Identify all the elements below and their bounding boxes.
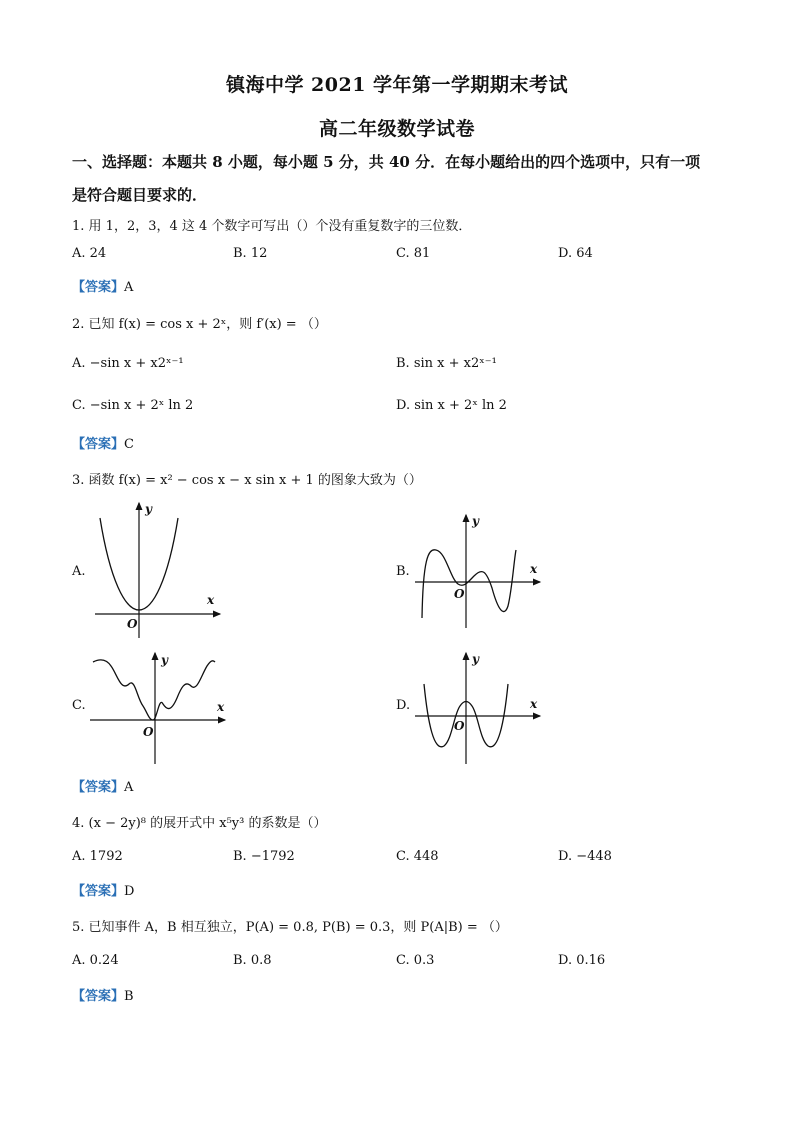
question-1-option-a: A. 24 <box>72 246 107 261</box>
question-5-option-c: C. 0.3 <box>396 953 435 968</box>
question-3-option-c: C. <box>72 698 86 713</box>
question-5-answer <box>72 985 134 1004</box>
origin-label: O <box>127 617 138 631</box>
graph-b <box>410 510 550 630</box>
origin-label: O <box>143 725 154 739</box>
question-3-option-b: B. <box>396 564 410 579</box>
x-label: x <box>207 593 215 607</box>
answer-label: 【答案】 <box>72 280 125 295</box>
question-1-option-d: D. 64 <box>558 246 593 261</box>
question-5-option-d: D. 0.16 <box>558 953 606 968</box>
question-3-option-a: A. <box>72 564 86 579</box>
question-4-option-b: B. −1792 <box>233 849 295 864</box>
curve <box>422 550 516 618</box>
question-4-answer <box>72 880 134 899</box>
question-3-answer <box>72 776 133 795</box>
question-4-option-d: D. −448 <box>558 849 612 864</box>
question-3-option-d: D. <box>396 698 411 713</box>
question-4-stem: 4. (x − 2y)⁸ 的展开式中 x⁵y³ 的系数是（） <box>72 816 327 831</box>
answer-label: 【答案】 <box>72 884 125 899</box>
origin-label: O <box>454 719 465 733</box>
question-2-answer <box>72 433 134 452</box>
curve <box>93 660 215 720</box>
question-2-option-b: B. sin x + x2ˣ⁻¹ <box>396 356 497 371</box>
answer-value: C <box>124 437 134 452</box>
question-2-option-d: D. sin x + 2ˣ ln 2 <box>396 398 507 413</box>
question-1-answer <box>72 276 133 295</box>
answer-value: A <box>124 780 134 795</box>
question-2-stem: 2. 已知 f(x) = cos x + 2ˣ，则 f′(x) = （） <box>72 317 327 332</box>
question-1-option-b: B. 12 <box>233 246 268 261</box>
answer-label: 【答案】 <box>72 989 125 1004</box>
y-label: y <box>161 653 168 667</box>
answer-label: 【答案】 <box>72 780 125 795</box>
y-label: y <box>472 514 479 528</box>
question-5-stem: 5. 已知事件 A，B 相互独立，P(A) = 0.8, P(B) = 0.3，则 P(A|B) = （） <box>72 920 508 935</box>
question-5-option-b: B. 0.8 <box>233 953 272 968</box>
graph-c <box>85 648 235 766</box>
x-label: x <box>530 562 538 576</box>
question-4-option-c: C. 448 <box>396 849 439 864</box>
x-label: x <box>530 697 538 711</box>
y-label: y <box>145 502 152 516</box>
answer-value: D <box>124 884 135 899</box>
answer-value: A <box>124 280 134 295</box>
y-label: y <box>472 652 479 666</box>
question-2-option-c: C. −sin x + 2ˣ ln 2 <box>72 398 194 413</box>
question-4-option-a: A. 1792 <box>72 849 123 864</box>
exam-title: 镇海中学 2021 学年第一学期期末考试 <box>225 74 569 96</box>
question-5-option-a: A. 0.24 <box>72 953 119 968</box>
section-heading-line2: 是符合题目要求的． <box>72 186 208 204</box>
exam-subtitle: 高二年级数学试卷 <box>318 118 475 140</box>
origin-label: O <box>454 587 465 601</box>
x-label: x <box>217 700 225 714</box>
answer-label: 【答案】 <box>72 437 125 452</box>
answer-value: B <box>124 989 134 1004</box>
section-heading-line1: 一、选择题：本题共 8 小题，每小题 5 分，共 40 分．在每小题给出的四个选项中，只有一项 <box>72 153 701 171</box>
question-2-option-a: A. −sin x + x2ˣ⁻¹ <box>72 356 184 371</box>
graph-d <box>410 648 550 766</box>
question-1-option-c: C. 81 <box>396 246 431 261</box>
question-1-stem: 1. 用 1，2，3，4 这 4 个数字可写出（）个没有重复数字的三位数． <box>72 219 472 234</box>
question-3-stem: 3. 函数 f(x) = x² − cos x − x sin x + 1 的图象大致为（） <box>72 473 422 488</box>
graph-a <box>80 500 240 642</box>
